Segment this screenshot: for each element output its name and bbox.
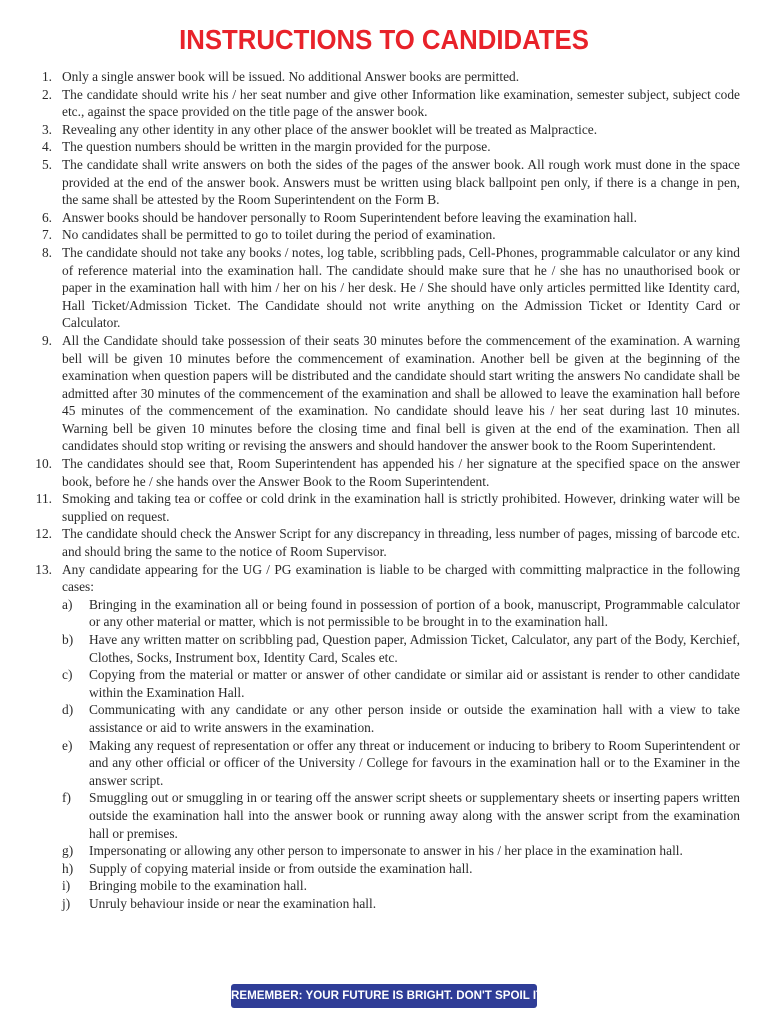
instruction-item <box>28 209 740 227</box>
subitem-text: Unruly behaviour inside or near the examination hall. <box>89 895 377 911</box>
item-number: 4. <box>41 139 52 155</box>
item-text: No candidates shall be permitted to go to toilet during the period of examination. <box>62 227 496 243</box>
subitem-text: Making any request of representation or offer any threat or inducement or inducing to bribery to Room Superintendent or and any other official or officer of the University / College for favours in the examination hall or to the Examiner in the answer script. <box>89 737 740 788</box>
item-number: 9. <box>41 332 52 348</box>
item-text: Only a single answer book will be issued. No additional Answer books are permitted. <box>62 69 520 84</box>
malpractice-subitem <box>62 666 740 701</box>
item-number: 1. <box>41 69 52 84</box>
item-text: The candidate should not take any books / notes, log table, scribbling pads, Cell-Phones, programmable calculator or any kind of reference material into the examination hall. The candidate should make sure that he / she has no unauthorised book or paper in the examination hall with him / her on his / her desk. He / She should have only articles permitted like Identity card, Hall Ticket/Admission Ticket. The Candidate should not write anything on the Admission Ticket or Identity Card or Calculator. <box>62 244 740 331</box>
subitem-text: Have any written matter on scribbling pad, Question paper, Admission Ticket, Calculator, any part of the Body, Kerchief, Clothes, Socks, Instrument box, Identity Card, Scales etc. <box>89 632 740 665</box>
item-text: Answer books should be handover personally to Room Superintendent before leaving the examination hall. <box>62 209 637 225</box>
item-text: The candidate shall write answers on both the sides of the pages of the answer book. All rough work must done in the space provided at the end of the answer book. Answers must be written using black ballpoint pen only, if there is a change in pen, the same shall be attested by the Room Superintendent on the Form B. <box>62 156 740 208</box>
item-text: All the Candidate should take possession of their seats 30 minutes before the commencement of the examination. A warning bell will be given 10 minutes before the commencement of examination. Another bell be given at the beginning of the examination when question papers will be distributed and the candidate should start writing the answers No candidate shall be admitted after 30 minutes of the commencement of the examination and shall be allowed to leave the examination hall before 45 minutes of the commencement of the examination. No candidate should leave his / her seat during last 10 minutes. Warning bell be given 10 minutes before the closing time and final bell is given at the end of the examination. Then all candidates should stop writing or revising the answers and should handover the answer book to the Room Superintendent. <box>62 332 740 454</box>
instructions-list <box>28 68 740 913</box>
item-number: 12. <box>35 526 52 542</box>
item-number: 7. <box>41 227 52 243</box>
item-number: 3. <box>41 121 52 137</box>
instruction-item <box>28 561 740 913</box>
malpractice-subitem <box>62 701 740 736</box>
item-text: The candidates should see that, Room Superintendent has appended his / her signature at the specified space on the answer book, before he / she hands over the Answer Book to the Room Superintendent. <box>62 456 740 489</box>
subitem-text: Impersonating or allowing any other person to impersonate to answer in his / her place in the examination hall. <box>89 843 683 859</box>
subitem-label: c) <box>62 667 73 683</box>
malpractice-subitem <box>62 789 740 842</box>
item-text: Any candidate appearing for the UG / PG examination is liable to be charged with committing malpractice in the following cases: <box>62 561 740 595</box>
item-number: 5. <box>41 156 52 172</box>
item-text: Revealing any other identity in any other place of the answer booklet will be treated as Malpractice. <box>62 121 598 137</box>
subitem-label: d) <box>62 702 74 718</box>
instruction-item <box>28 121 740 139</box>
instruction-item <box>28 244 740 332</box>
subitem-text: Bringing in the examination all or being found in possession of portion of a book, manuscript, Programmable calculator or any other material or matter, which is not permissible to be brought in to the examination hall. <box>89 596 740 630</box>
item-number: 2. <box>41 86 52 102</box>
instruction-item <box>28 86 740 121</box>
subitem-text: Bringing mobile to the examination hall. <box>89 878 307 894</box>
remember-banner: REMEMBER: YOUR FUTURE IS BRIGHT. DON'T SPOIL IT <box>231 984 537 1008</box>
page-title: INSTRUCTIONS TO CANDIDATES <box>179 24 589 55</box>
subitem-label: f) <box>62 790 71 806</box>
instruction-item <box>28 332 740 455</box>
subitem-label: h) <box>62 860 74 876</box>
item-number: 10. <box>35 456 52 472</box>
item-number: 8. <box>41 244 52 260</box>
subitem-label: j) <box>62 895 71 911</box>
item-number: 11. <box>35 491 52 507</box>
instruction-item <box>28 68 740 86</box>
instruction-item <box>28 490 740 525</box>
subitem-text: Supply of copying material inside or from outside the examination hall. <box>89 860 473 876</box>
instruction-item <box>28 455 740 490</box>
malpractice-subitem <box>62 860 740 878</box>
malpractice-subitem <box>62 877 740 895</box>
malpractice-subitem <box>62 596 740 631</box>
item-text: The candidate should check the Answer Script for any discrepancy in threading, less number of pages, missing of barcode etc. and should bring the same to the notice of Room Supervisor. <box>62 526 740 560</box>
item-number: 13. <box>35 561 52 577</box>
instruction-item <box>28 156 740 209</box>
subitem-label: a) <box>62 596 73 612</box>
subitem-text: Communicating with any candidate or any other person inside or outside the examination hall with a view to take assistance or aid to write answers in the examination. <box>89 702 740 735</box>
malpractice-subitem <box>62 737 740 790</box>
malpractice-subitem <box>62 631 740 666</box>
instruction-item <box>28 138 740 156</box>
item-text: Smoking and taking tea or coffee or cold drink in the examination hall is strictly prohibited. However, drinking water will be supplied on request. <box>62 491 740 524</box>
malpractice-subitem <box>62 842 740 860</box>
subitem-label: g) <box>62 843 74 859</box>
malpractice-subitem <box>62 895 740 913</box>
item-text: The candidate should write his / her seat number and give other Information like examination, semester subject, subject code etc., against the space provided on the title page of the answer book. <box>62 86 740 120</box>
subitem-label: b) <box>62 632 74 647</box>
subitem-label: e) <box>62 737 73 753</box>
subitem-text: Copying from the material or matter or answer of other candidate or similar aid or assistant is render to other candidate within the Examination Hall. <box>89 667 740 700</box>
instruction-item <box>28 226 740 244</box>
instruction-item <box>28 525 740 560</box>
item-number: 6. <box>41 209 52 225</box>
item-text: The question numbers should be written in the margin provided for the purpose. <box>62 139 491 155</box>
subitem-text: Smuggling out or smuggling in or tearing off the answer script sheets or supplementary sheets or inserting papers written outside the examination hall into the answer book or running away along with the answer script from the examination hall or premises. <box>89 790 740 841</box>
subitem-label: i) <box>62 878 71 894</box>
